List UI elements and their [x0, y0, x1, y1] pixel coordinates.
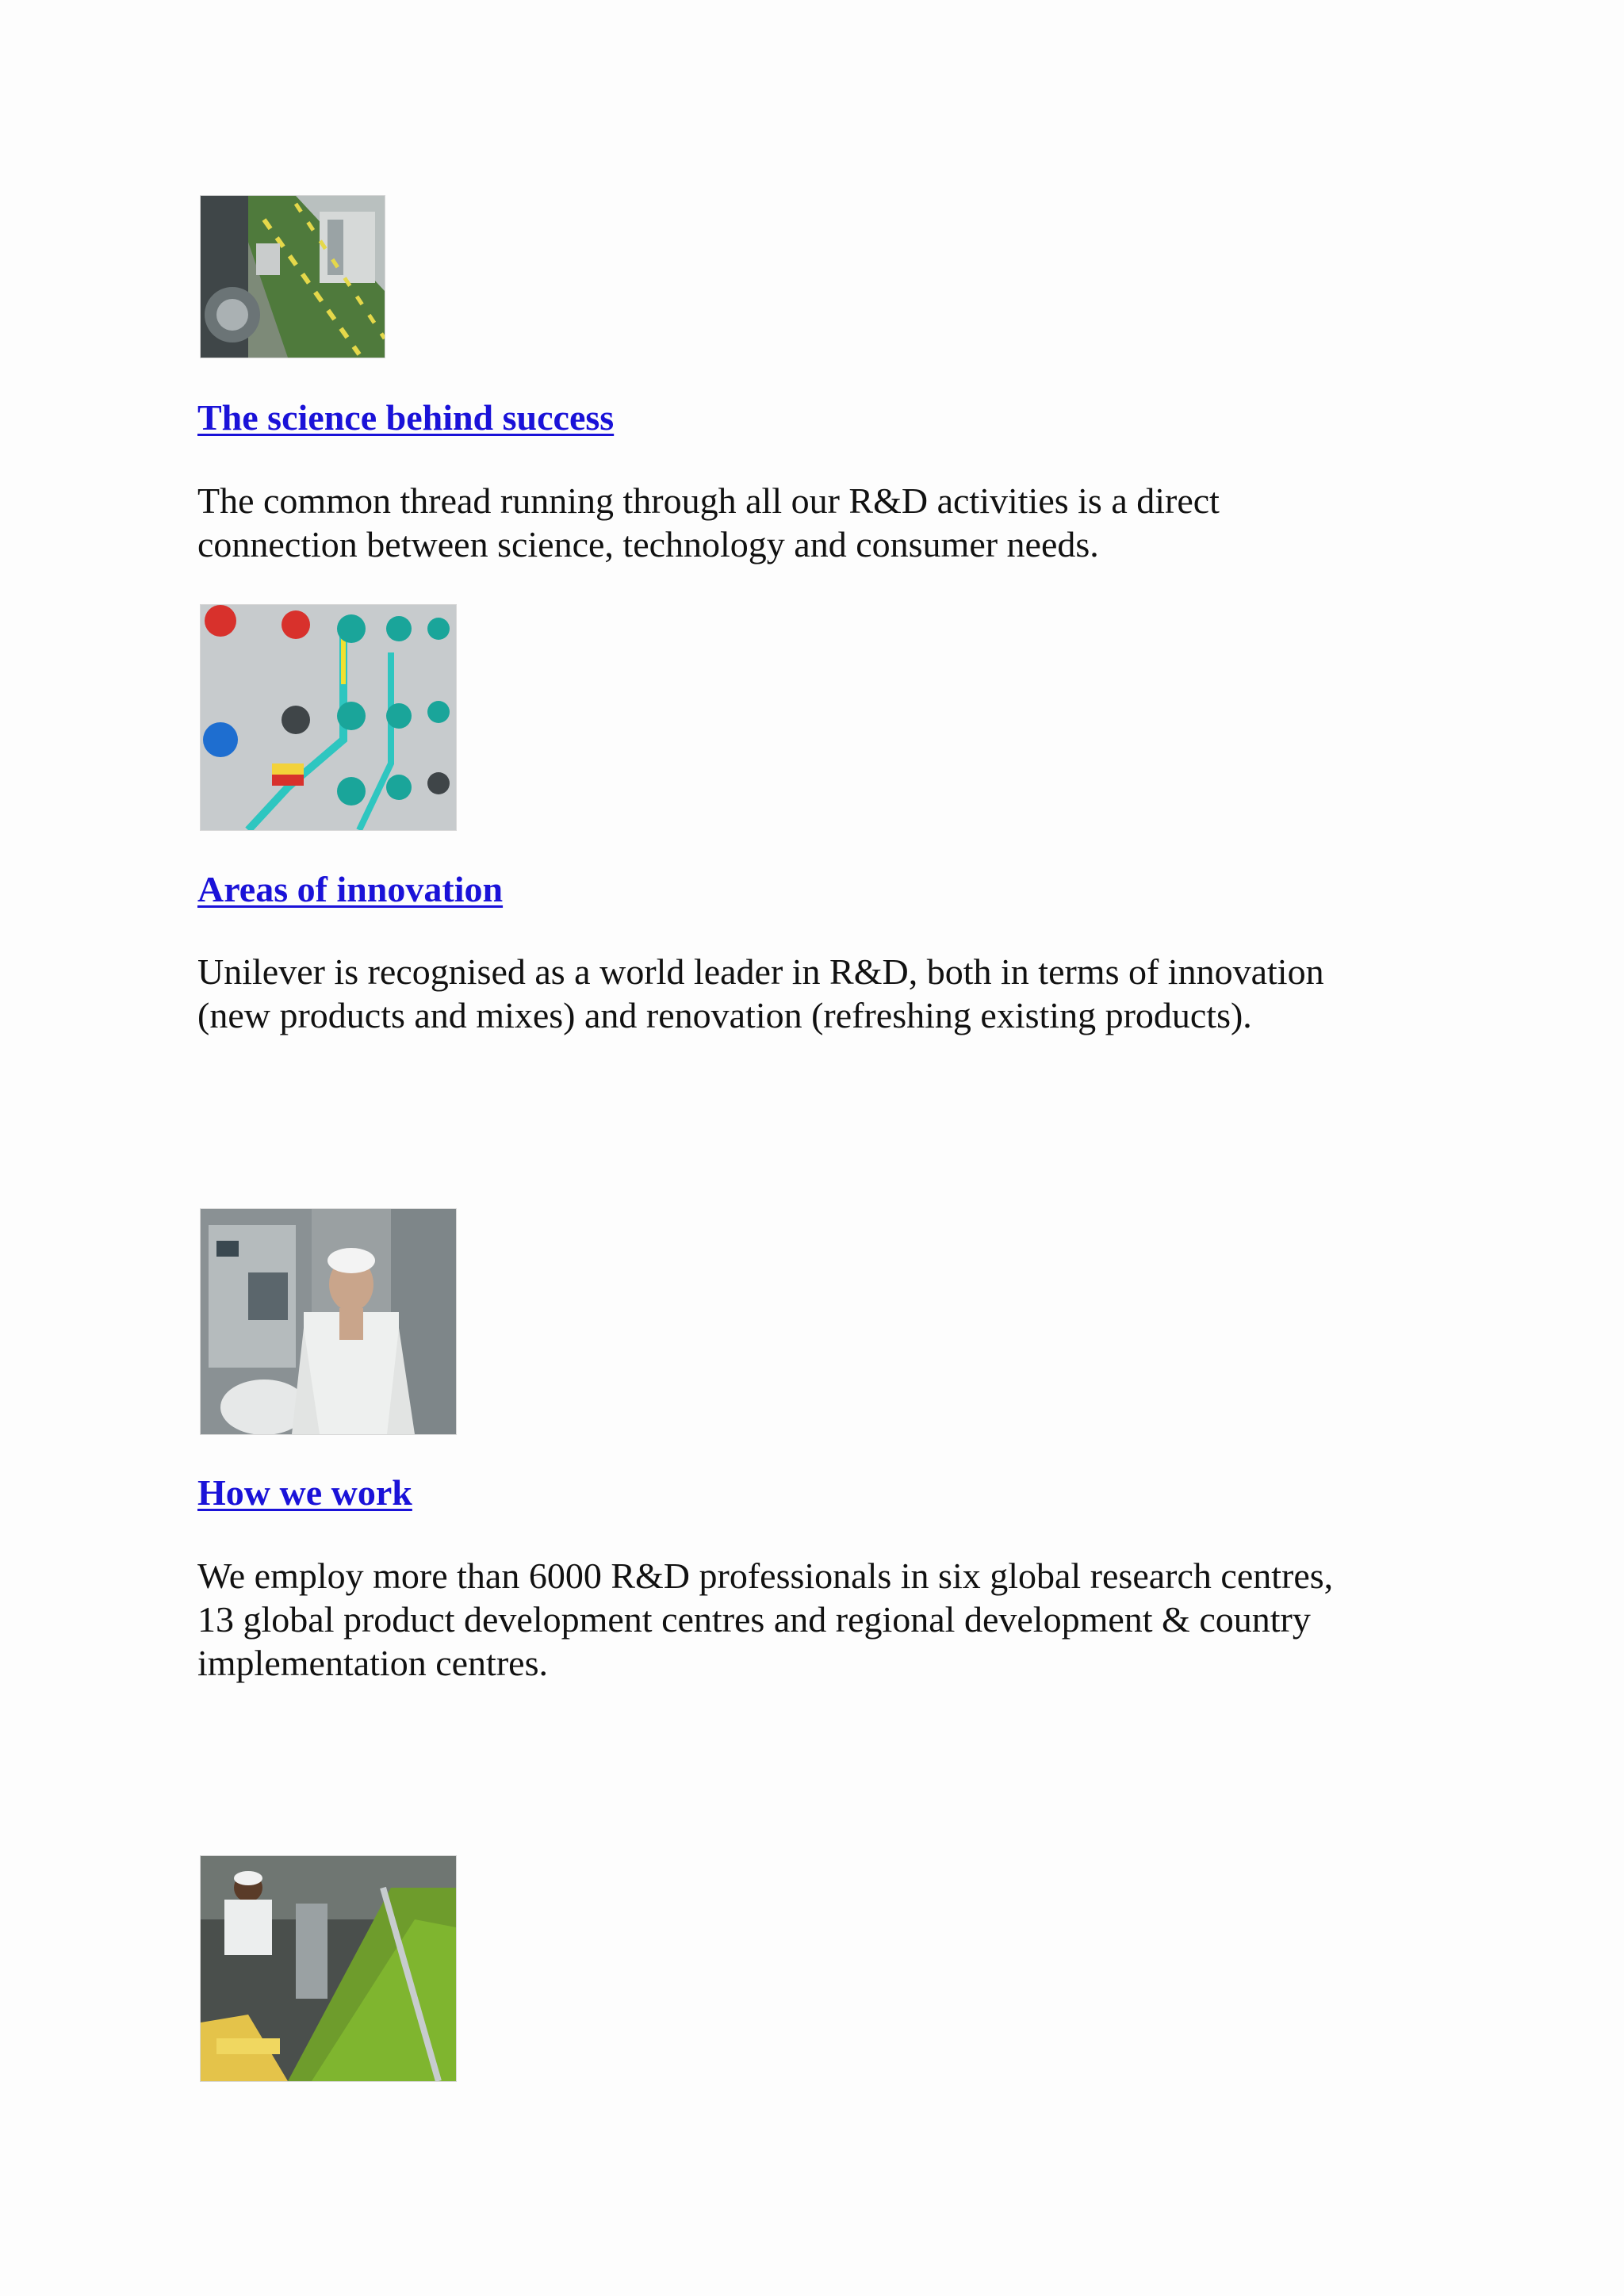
- description-line: (new products and mixes) and renovation (refreshing existing products).: [197, 995, 1252, 1035]
- description-line: implementation centres.: [197, 1643, 548, 1683]
- how-we-work-link[interactable]: How we work: [197, 1472, 412, 1513]
- description-line: We employ more than 6000 R&D professionals in six global research centres,: [197, 1556, 1334, 1596]
- item-title-how-we-work: [197, 1472, 412, 1513]
- processing-line-image: [200, 1855, 457, 2082]
- areas-of-innovation-link[interactable]: Areas of innovation: [197, 869, 504, 909]
- science-behind-success-link[interactable]: The science behind success: [197, 397, 615, 438]
- description-line: 13 global product development centres and regional development & country: [197, 1599, 1311, 1640]
- description-line: Unilever is recognised as a world leader in R&D, both in terms of innovation: [197, 951, 1324, 992]
- researcher-image: [200, 1208, 457, 1435]
- item-description-how-we-work: [197, 1554, 1434, 1685]
- item-description-innovation: [197, 950, 1434, 1037]
- item-description-science: [197, 479, 1434, 566]
- item-title-science: [197, 397, 614, 438]
- control-panel-image: [200, 604, 457, 831]
- factory-floor-image: [200, 195, 385, 358]
- item-title-innovation: [197, 869, 503, 910]
- description-line: The common thread running through all our R&D activities is a direct: [197, 480, 1220, 521]
- description-line: connection between science, technology and consumer needs.: [197, 524, 1099, 564]
